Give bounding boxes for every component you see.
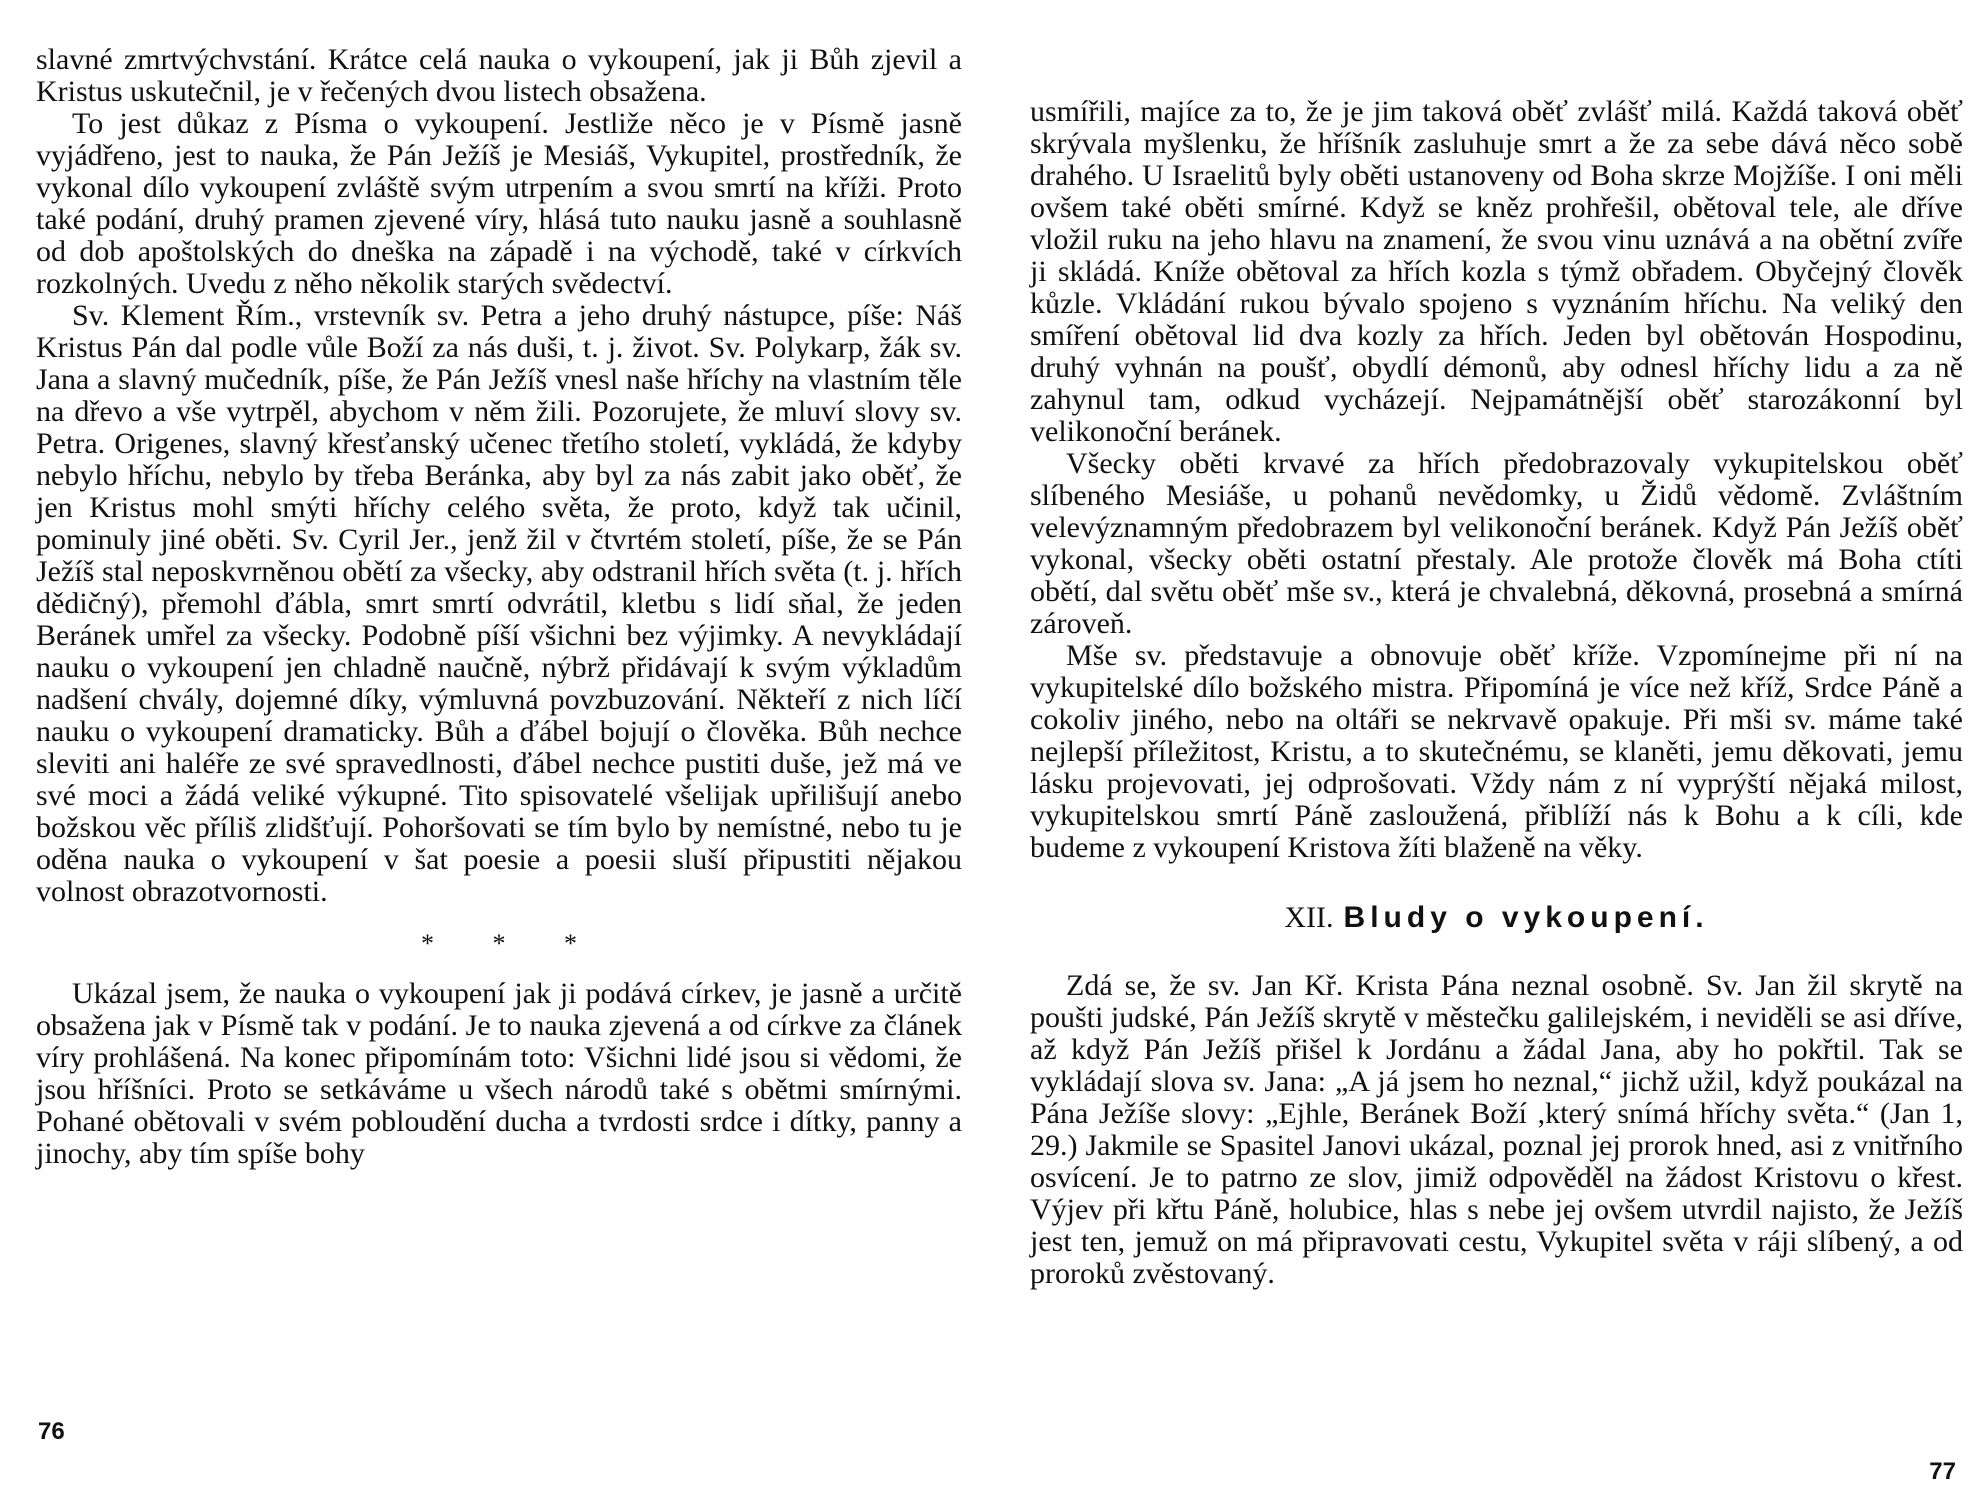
left-text-column [36, 44, 962, 1170]
paragraph: usmířili, majíce za to, že je jim taková oběť zvlášť milá. Každá taková oběť skrývala myšlenku, že hříšník zasluhuje smrt a že za sebe dává něco sobě drahého. U Israelitů byly oběti ustanoveny od Boha skrze Mojžíše. I oni měli ovšem také oběti smírné. Když se kněz prohřešil, obětoval tele, ale dříve vložil ruku na jeho hlavu na znamení, že svou vinu uznává a na obětní zvíře ji skládá. Kníže obětoval za hřích kozla s týmž obřadem. Obyčejný člověk kůzle. Vkládání rukou bývalo spojeno s vyznáním hříchu. Na veliký den smíření obětoval lid dva kozly za hřích. Jeden byl obětován Hospodinu, druhý vyhnán na poušť, obydlí démonů, aby odnesl hříchy lidu a za ně zahynul tam, odkud vycházejí. Nejpamátnější oběť starozákonní byl velikonoční beránek. [1030, 95, 1963, 448]
paragraph: To jest důkaz z Písma o vykoupení. Jestliže něco je v Písmě jasně vyjádřeno, jest to nauka, že Pán Ježíš je Mesiáš, Vykupitel, prostředník, že vykonal dílo vykoupení zvláště svým utrpením a svou smrtí na kříži. Proto také podání, druhý pramen zjevené víry, hlásá tuto nauku jasně a souhlasně od dob apoštolských do dneška na západě i na východě, také v církvích rozkolných. Uvedu z něho několik starých svědectví. [36, 107, 962, 300]
chapter-number: XII. [1284, 901, 1334, 934]
paragraph: slavné zmrtvýchvstání. Krátce celá nauka o vykoupení, jak ji Bůh zjevil a Kristus uskutečnil, je v řečených dvou listech obsažena. [36, 43, 962, 108]
paragraph: Zdá se, že sv. Jan Kř. Krista Pána neznal osobně. Sv. Jan žil skrytě na poušti judské, Pán Ježíš skrytě v městečku galilejském, i neviděli se asi dříve, až když Pán Ježíš přišel k Jordánu a žádal Jana, aby ho pokřtil. Tak se vykládají slova sv. Jana: „A já jsem ho neznal,“ jichž užil, když poukázal na Pána Ježíše slovy: „Ejhle, Beránek Boží ,který snímá hříchy světa.“ (Jan 1, 29.) Jakmile se Spasitel Janovi ukázal, poznal jej prorok hned, asi z vnitřního osvícení. Je to patrno ze slov, jimiž odpověděl na žádost Kristovu o křest. Výjev při křtu Páně, holubice, hlas s nebe jej ovšem utvrdil najisto, že Ježíš jest ten, jemuž on má připravovati cestu, Vykupitel světa v ráji slíbený, a od proroků zvěstovaný. [1030, 969, 1963, 1290]
paragraph: Sv. Klement Řím., vrstevník sv. Petra a jeho druhý nástupce, píše: Náš Kristus Pán dal podle vůle Boží za nás duši, t. j. život. Sv. Polykarp, žák sv. Jana a slavný mučedník, píše, že Pán Ježíš vnesl naše hříchy na vlastním těle na dřevo a vše vytrpěl, abychom v něm žili. Pozorujete, že mluví slovy sv. Petra. Origenes, slavný křesťanský učenec třetího století, vykládá, že kdyby nebylo hříchu, nebylo by třeba Beránka, aby byl za nás zabit jako oběť, že jen Kristus mohl smýti hříchy celého světa, že proto, když tak učinil, pominuly jiné oběti. Sv. Cyril Jer., jenž žil v čtvrtém století, píše, že se Pán Ježíš stal neposkvrněnou obětí za všecky, aby odstranil hřích světa (t. j. hřích dědičný), přemohl ďábla, smrt smrtí odvrátil, kletbu s lidí sňal, že jeden Beránek umřel za všecky. Podobně píší všichni bez výjimky. A nevykládají nauku o vykoupení jen chladně naučně, nýbrž přidávají k svým výkladům nadšení chvály, dojemné díky, výmluvná povzbuzování. Někteří z nich líčí nauku o vykoupení dramaticky. Bůh a ďábel bojují o člověka. Bůh nechce sleviti ani haléře ze své spravedlnosti, ďábel nechce pustiti duše, jež má ve své moci a žádá veliké výkupné. Tito spisovatelé všelijak upřilišují anebo božskou věc příliš zlidšťují. Pohoršovati se tím bylo by nemístné, nebo tu je oděna nauka o vykoupení v šat poesie a poesii sluší připustiti nějakou volnost obrazotvornosti. [36, 299, 962, 908]
right-page [993, 0, 1986, 1500]
page-number-left: 76 [38, 1418, 65, 1445]
paragraph: Všecky oběti krvavé za hřích předobrazovaly vykupitelskou oběť slíbeného Mesiáše, u pohanů nevědomky, u Židů vědomě. Zvláštním velevýznamným předobrazem byl velikonoční beránek. Když Pán Ježíš oběť vykonal, všecky oběti ostatní přestaly. Ale protože člověk má Boha ctíti obětí, dal světu oběť mše sv., která je chvalebná, děkovná, prosebná a smírná zároveň. [1030, 447, 1963, 640]
right-text-column [1030, 96, 1963, 1290]
chapter-title: Bludy o vykoupení. [1343, 901, 1709, 934]
chapter-heading [1030, 902, 1963, 934]
page-number-right: 77 [1929, 1458, 1956, 1485]
paragraph: Ukázal jsem, že nauka o vykoupení jak ji podává církev, je jasně a určitě obsažena jak v Písmě tak v podání. Je to nauka zjevená a od církve za článek víry prohlášená. Na konec připomínám toto: Všichni lidé jsou si vědomi, že jsou hříšníci. Proto se setkáváme u všech národů také s obětmi smírnými. Pohané obětovali v svém pobloudění ducha a tvrdosti srdce i dítky, panny a jinochy, aby tím spíše bohy [36, 977, 962, 1170]
section-separator: * * * [421, 929, 603, 958]
paragraph: Mše sv. představuje a obnovuje oběť kříže. Vzpomínejme při ní na vykupitelské dílo božského mistra. Připomíná je více než kříž, Srdce Páně a cokoliv jiného, nebo na oltáři se nekrvavě opakuje. Při mši sv. máme také nejlepší příležitost, Kristu, a to skutečnému, se klaněti, jemu děkovati, jemu lásku projevovati, jej odprošovati. Vždy nám z ní vyprýští nějaká milost, vykupitelskou smrtí Páně zasloužená, přiblíží nás k Bohu a k cíli, kde budeme z vykoupení Kristova žíti blaženě na věky. [1030, 639, 1963, 864]
